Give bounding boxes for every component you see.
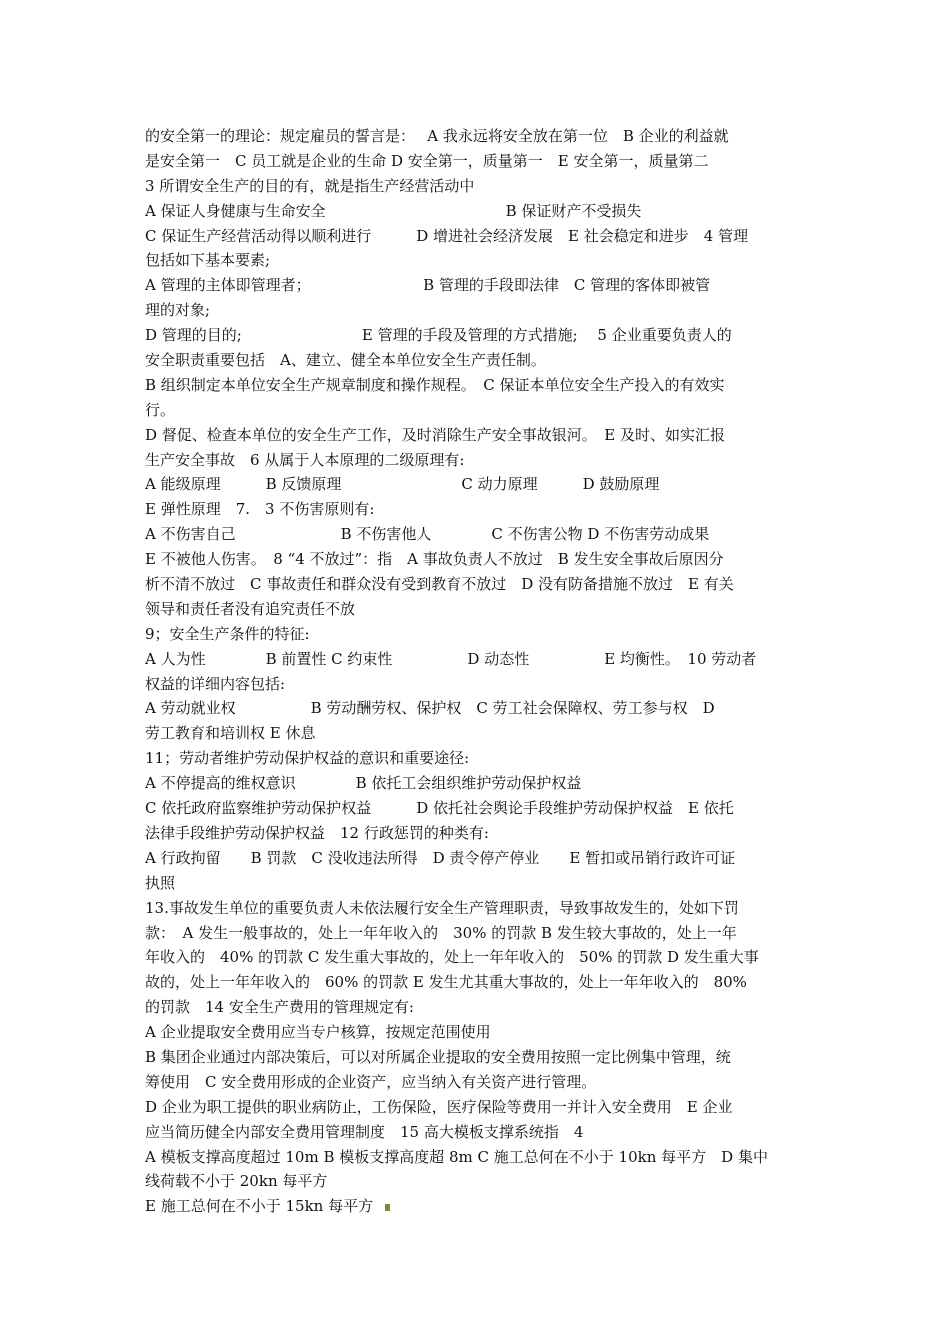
text-line: 款： A 发生一般事故的，处上一年年收入的 30% 的罚款 B 发生较大事故的，处上一年	[145, 923, 737, 942]
text-line: C 依托政府监察维护劳动保护权益 D 依托社会舆论手段维护劳动保护权益 E 依托	[145, 799, 734, 818]
text-line: 13.事故发生单位的重要负责人未依法履行安全生产管理职责，导致事故发生的，处如下罚	[145, 898, 739, 917]
document-body	[145, 124, 810, 1219]
text-line: D 管理的目的; E 管理的手段及管理的方式措施; 5 企业重要负责人的	[145, 326, 732, 345]
text-line: A 行政拘留 B 罚款 C 没收违法所得 D 责令停产停业 E 暂扣或吊销行政许可证	[145, 848, 736, 867]
text-line: 包括如下基本要素;	[145, 251, 271, 270]
text-line: C 保证生产经营活动得以顺利进行 D 增进社会经济发展 E 社会稳定和进步 4 管理	[145, 226, 749, 245]
text-line: 权益的详细内容包括:	[145, 674, 286, 693]
text-line: A 管理的主体即管理者； B 管理的手段即法律 C 管理的客体即被管	[145, 276, 711, 295]
text-line: D 督促、检查本单位的安全生产工作，及时消除生产安全事故银河。 E 及时、如实汇报	[145, 425, 726, 444]
text-line: 筹使用 C 安全费用形成的企业资产，应当纳入有关资产进行管理。	[145, 1072, 597, 1091]
text-line: D 企业为职工提供的职业病防止，工伤保险，医疗保险等费用一并计入安全费用 E 企业	[145, 1097, 733, 1116]
small-image-marker-icon	[385, 1204, 390, 1211]
text-line: 11；劳动者维护劳动保护权益的意识和重要途径:	[145, 749, 470, 768]
text-line: A 劳动就业权 B 劳动酬劳权、保护权 C 劳工社会保障权、劳工参与权 D	[145, 699, 715, 718]
text-line: E 弹性原理 7. 3 不伤害原则有:	[145, 500, 375, 519]
text-line: A 能级原理 B 反馈原理 C 动力原理 D 鼓励原理	[145, 475, 660, 494]
text-line: B 组织制定本单位安全生产规章制度和操作规程。 C 保证本单位安全生产投入的有效实	[145, 375, 725, 394]
text-line: 线荷载不小于 20kn 每平方	[145, 1172, 328, 1191]
text-line: A 人为性 B 前置性 C 约束性 D 动态性 E 均衡性。 10 劳动者	[145, 649, 757, 668]
text-line: A 不伤害自己 B 不伤害他人 C 不伤害公物 D 不伤害劳动成果	[145, 525, 710, 544]
text-line: 3 所谓安全生产的目的有，就是指生产经营活动中	[145, 176, 475, 195]
text-line: 析不清不放过 C 事故责任和群众没有受到教育不放过 D 没有防备措施不放过 E 有关	[145, 575, 734, 594]
text-line: A 不停提高的维权意识 B 依托工会组织维护劳动保护权益	[145, 774, 582, 793]
text-line: 9；安全生产条件的特征:	[145, 624, 310, 643]
text-line: 年收入的 40% 的罚款 C 发生重大事故的，处上一年年收入的 50% 的罚款 D 发生重大事	[145, 948, 759, 967]
text-line: B 集团企业通过内部决策后，可以对所属企业提取的安全费用按照一定比例集中管理，统	[145, 1047, 731, 1066]
text-line: 是安全第一 C 员工就是企业的生命 D 安全第一，质量第一 E 安全第一，质量第二	[145, 151, 709, 170]
text-line: 安全职责重要包括 A、建立、健全本单位安全生产责任制。	[145, 351, 546, 370]
text-line: 领导和责任者没有追究责任不放	[145, 599, 356, 618]
text-line: 执照	[145, 873, 176, 892]
text-line: 劳工教育和培训权 E 休息	[145, 724, 316, 743]
text-line: 生产安全事故 6 从属于人本原理的二级原理有:	[145, 450, 465, 469]
text-line: 法律手段维护劳动保护权益 12 行政惩罚的种类有:	[145, 823, 489, 842]
text-line: A 模板支撑高度超过 10m B 模板支撑高度超 8m C 施工总何在不小于 10kn 每平方 D 集中	[145, 1147, 768, 1166]
text-line: E 不被他人伤害。 8 “4 不放过”：指 A 事故负责人不放过 B 发生安全事故后原因分	[145, 550, 724, 569]
text-line: A 保证人身健康与生命安全 B 保证财产不受损失	[145, 201, 642, 220]
text-line: 应当简历健全内部安全费用管理制度 15 高大模板支撑系统指 4	[145, 1122, 584, 1141]
text-line: 的罚款 14 安全生产费用的管理规定有:	[145, 998, 414, 1017]
text-line: A 企业提取安全费用应当专户核算，按规定范围使用	[145, 1023, 491, 1042]
text-line: 的安全第一的理论：规定雇员的誓言是： A 我永远将安全放在第一位 B 企业的利益就	[145, 127, 729, 145]
text-line-last	[145, 1194, 810, 1219]
text-line: 行。	[145, 400, 176, 419]
text-line: 理的对象;	[145, 301, 211, 320]
text-line-last-content: E 施工总何在不小于 15kn 每平方	[145, 1197, 374, 1216]
text-line: 故的，处上一年年收入的 60% 的罚款 E 发生尤其重大事故的，处上一年年收入的 80%	[145, 973, 747, 992]
